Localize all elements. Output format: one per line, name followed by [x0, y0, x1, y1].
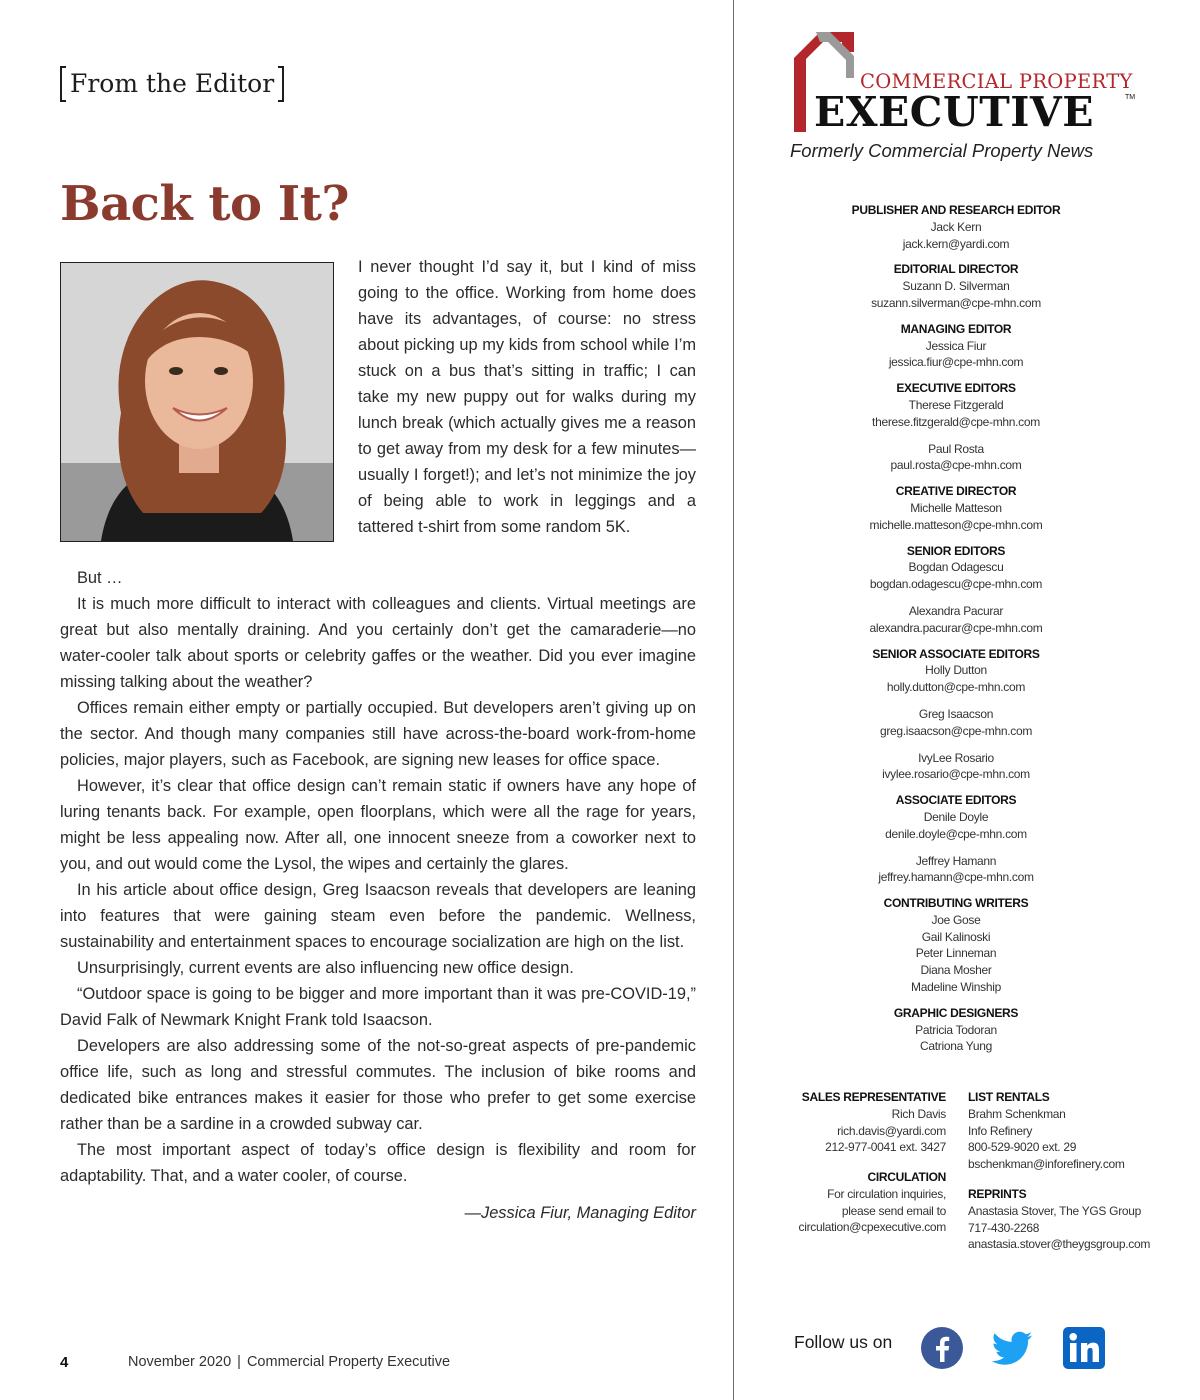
cpe-logo [790, 28, 1135, 138]
person-email: jack.kern@yardi.com [902, 236, 1010, 251]
masthead-person [760, 706, 1152, 740]
masthead-role: SENIOR ASSOCIATE EDITORS [872, 646, 1040, 661]
person-email: denile.doyle@cpe-mhn.com [885, 826, 1027, 841]
person-email: jessica.fiur@cpe-mhn.com [888, 355, 1024, 370]
masthead-role: CONTRIBUTING WRITERS [883, 896, 1029, 911]
masthead-role: EXECUTIVE EDITORS [896, 381, 1016, 396]
masthead-person [760, 603, 1152, 637]
sales-block [760, 1089, 946, 1156]
body-paragraph: In his article about office design, Greg Isaacson reveals that developers are leaning into features that were gaining steam even before the pandemic. Wellness, sustainability and entertainment spaces to encourage socialization are high on the list. [60, 881, 696, 951]
writer-name: Diana Mosher [920, 963, 992, 978]
list-rentals-line: Info Refinery [968, 1123, 1033, 1138]
list-rentals-line: Brahm Schenkman [968, 1106, 1066, 1121]
body-paragraph: Unsurprisingly, current events are also influencing new office design. [77, 959, 574, 977]
person-email: suzann.silverman@cpe-mhn.com [871, 295, 1041, 310]
reprints-role: REPRINTS [968, 1187, 1027, 1201]
sales-line: rich.davis@yardi.com [837, 1123, 946, 1138]
reprints-block [968, 1186, 1168, 1253]
sales-line: 212-977-0041 ext. 3427 [825, 1140, 946, 1155]
masthead-role: EDITORIAL DIRECTOR [893, 262, 1019, 277]
column-divider [733, 0, 734, 1400]
article-headline: Back to It? [60, 176, 350, 232]
section-kicker [60, 66, 284, 102]
masthead-person [760, 559, 1152, 593]
masthead-role: PUBLISHER AND RESEARCH EDITOR [851, 203, 1061, 217]
logo-top-text: COMMERCIAL PROPERTY [860, 70, 1133, 93]
body-paragraph: “Outdoor space is going to be bigger and more important than it was pre-COVID-19,” David Falk of Newmark Knight Frank told Isaacson. [60, 985, 696, 1029]
writer-name: Madeline Winship [911, 980, 1001, 995]
footer-separator: | [237, 1354, 241, 1370]
person-email: holly.dutton@cpe-mhn.com [886, 680, 1026, 695]
circulation-line: circulation@cpexecutive.com [798, 1220, 946, 1235]
person-email: bogdan.odagescu@cpe-mhn.com [869, 577, 1043, 592]
person-name: Holly Dutton [925, 663, 987, 678]
publication-name: Commercial Property Executive [246, 1354, 451, 1370]
circulation-line: For circulation inquiries, [827, 1186, 946, 1201]
person-name: Suzann D. Silverman [902, 279, 1010, 294]
page-number: 4 [60, 1354, 69, 1371]
person-name: Alexandra Pacurar [908, 603, 1004, 618]
masthead-person [760, 278, 1152, 312]
reprints-line: anastasia.stover@theygsgroup.com [968, 1237, 1151, 1252]
body-paragraph: The most important aspect of today’s office design is flexibility and room for adaptability. That, and a water cooler, of course. [60, 1141, 696, 1185]
person-email: ivylee.rosario@cpe-mhn.com [882, 767, 1030, 782]
person-email: alexandra.pacurar@cpe-mhn.com [869, 620, 1043, 635]
body-paragraph: It is much more difficult to interact with colleagues and clients. Virtual meetings are great but also mentally draining. And you certainly don’t get the camaraderie—no water-cooler talk about sports or celebrity gaffes or the weather. Did you ever imagine missing talking about the weather? [60, 595, 696, 691]
writer-name: Gail Kalinoski [921, 929, 991, 944]
bracket-left [60, 66, 66, 102]
intro-paragraph: I never thought I’d say it, but I kind of miss going to the office. Working from home does have its advantages, of course: no stress about picking up my kids from school while I’m stuck on a bus that’s sitting in traffic; I can take my new puppy out for walks during my lunch break (which actually gives me a reason to get away from my desk for a few minutes—usually I forget!); and let’s not minimize the joy of being able to work in leggings and a tattered t-shirt from some random 5K. [358, 258, 696, 536]
person-name: Greg Isaacson [918, 706, 994, 721]
masthead [760, 202, 1152, 1055]
reprints-line: 717-430-2268 [968, 1220, 1040, 1235]
portrait-illustration [61, 263, 333, 541]
kicker-text: From the Editor [70, 69, 275, 98]
person-name: Michelle Matteson [910, 500, 1002, 515]
masthead-role: MANAGING EDITOR [900, 321, 1012, 336]
logo-tagline: Formerly Commercial Property News [790, 140, 1094, 161]
person-email: paul.rosta@cpe-mhn.com [890, 458, 1022, 473]
bracket-right [278, 66, 284, 102]
masthead-person [760, 338, 1152, 372]
person-email: jeffrey.hamann@cpe-mhn.com [878, 870, 1034, 885]
editor-portrait [60, 262, 334, 542]
linkedin-icon[interactable] [1062, 1326, 1106, 1370]
person-name: IvyLee Rosario [918, 750, 994, 765]
person-email: michelle.matteson@cpe-mhn.com [869, 517, 1043, 532]
twitter-icon[interactable] [990, 1326, 1034, 1370]
person-name: Paul Rosta [928, 441, 984, 456]
circulation-block [760, 1169, 946, 1236]
writer-name: Joe Gose [931, 912, 981, 927]
masthead-role: ASSOCIATE EDITORS [895, 793, 1017, 808]
masthead-person [760, 809, 1152, 843]
circulation-role: CIRCULATION [867, 1170, 946, 1184]
masthead-role: GRAPHIC DESIGNERS [893, 1005, 1019, 1020]
masthead-person [760, 219, 1152, 253]
masthead-role: CREATIVE DIRECTOR [895, 484, 1017, 499]
designer-name: Patricia Todoran [915, 1022, 997, 1037]
masthead-person [760, 441, 1152, 475]
body-paragraph: Developers are also addressing some of the not-so-great aspects of pre-pandemic office life, such as long and stressful commutes. The inclusion of bike rooms and dedicated bike entrances makes it easier for those who prefer to get some exercise rather than be a sardine in a crowded subway car. [60, 1037, 696, 1133]
masthead-role: SENIOR EDITORS [906, 543, 1006, 558]
logo-trademark: TM [1125, 94, 1136, 101]
person-name: Jeffrey Hamann [915, 853, 997, 868]
follow-us-label: Follow us on [794, 1332, 893, 1352]
person-name: Bogdan Odagescu [908, 560, 1004, 575]
writer-name: Peter Linneman [915, 946, 997, 961]
designer-name: Catriona Yung [920, 1039, 992, 1054]
sales-role: SALES REPRESENTATIVE [801, 1090, 946, 1104]
masthead-person [760, 397, 1152, 431]
masthead-person [760, 500, 1152, 534]
masthead-person [760, 750, 1152, 784]
sales-line: Rich Davis [891, 1106, 946, 1121]
masthead-person [760, 662, 1152, 696]
person-email: greg.isaacson@cpe-mhn.com [879, 723, 1033, 738]
list-rentals-block [968, 1089, 1168, 1173]
body-paragraph: However, it’s clear that office design can’t remain static if owners have any hope of luring tenants back. For example, open floorplans, which were all the rage for years, might be less appealing now. After all, one innocent sneeze from a coworker next to you, and out would come the Lysol, the wipes and certainly the glares. [60, 777, 696, 873]
person-name: Jack Kern [930, 219, 982, 234]
list-rentals-line: bschenkman@inforefinery.com [968, 1157, 1125, 1172]
masthead-person [760, 853, 1152, 887]
facebook-icon[interactable] [920, 1326, 964, 1370]
person-name: Therese Fitzgerald [908, 397, 1004, 412]
person-name: Denile Doyle [923, 809, 989, 824]
person-email: therese.fitzgerald@cpe-mhn.com [872, 414, 1040, 429]
reprints-line: Anastasia Stover, The YGS Group [968, 1203, 1142, 1218]
editor-signature: —Jessica Fiur, Managing Editor [464, 1204, 696, 1222]
article-body [60, 565, 696, 1189]
issue-footer [128, 1354, 450, 1370]
body-paragraph: But … [77, 569, 123, 587]
list-rentals-role: LIST RENTALS [968, 1090, 1050, 1104]
issue-date: November 2020 [128, 1354, 232, 1370]
person-name: Jessica Fiur [925, 338, 987, 353]
logo-main-text: EXECUTIVE [814, 88, 1094, 136]
list-rentals-line: 800-529-9020 ext. 29 [968, 1140, 1077, 1155]
circulation-line: please send email to [841, 1203, 946, 1218]
body-paragraph: Offices remain either empty or partially occupied. But developers aren’t giving up on the sector. And though many companies still have across-the-board work-from-home policies, major players, such as Facebook, are signing new leases for office space. [60, 699, 696, 769]
